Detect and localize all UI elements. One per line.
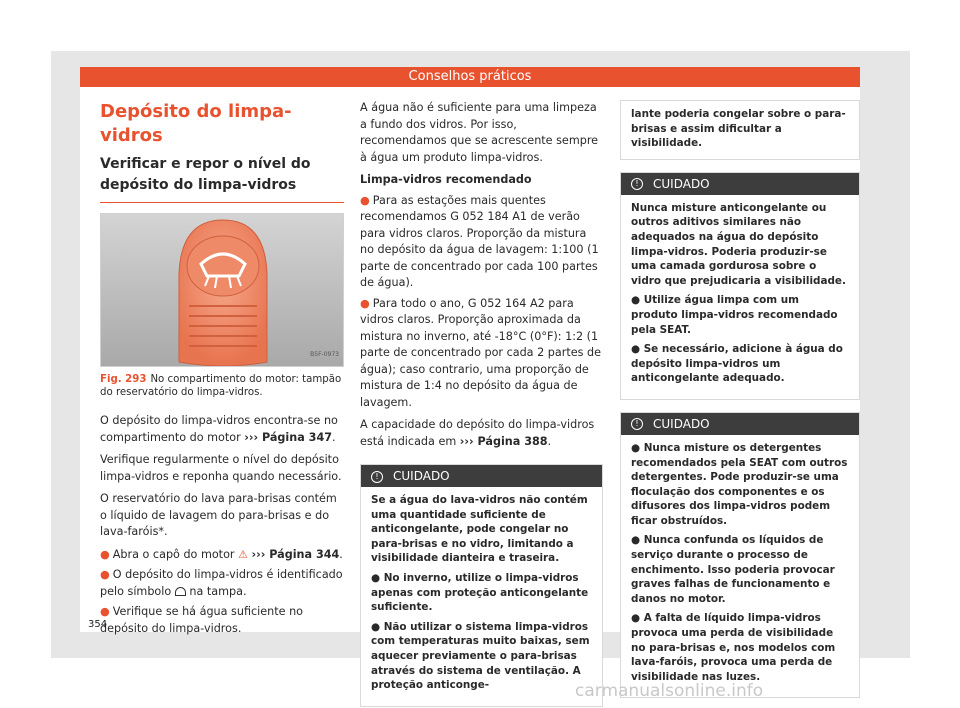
caution-item-text: Nunca misture os detergentes recomendados pela SEAT com outros detergentes. Pode produzir-se uma floculação dos componentes e os difusores dos limpa-vidros podem ficar obstruídos. — [631, 441, 848, 527]
caution-box — [620, 172, 860, 400]
list-item-text: na tampa. — [185, 584, 247, 598]
caution-item: ● A falta de líquido limpa-vidros provoca uma perda de visibilidade no para-brisas e, nos modelos com lava-faróis, provoca uma perda de visibilidade nas luzes. — [631, 612, 836, 683]
watermark: carmanualsonline.info — [575, 681, 764, 701]
caution-box — [360, 464, 603, 707]
list-item — [100, 604, 344, 637]
caution-text: Se a água do lava-vidros não contém uma quantidade suficiente de anticongelante, pode congelar no para-brisas e no vidro, limitando a visibilidade dianteira e traseira. — [371, 494, 588, 565]
caution-title: CUIDADO — [653, 176, 710, 191]
section-subtitle: Verificar e repor o nível do depósito do limpa-vidros — [100, 154, 344, 203]
column-3 — [620, 100, 860, 698]
caution-item-text: No inverno, utilize o limpa-vidros apenas com proteção anticongelante suficiente. — [371, 571, 589, 614]
caution-body: lante poderia congelar sobre o para-brisas e assim dificultar a visibilidade. — [631, 108, 846, 150]
column-1 — [100, 100, 344, 641]
figure-caption — [100, 373, 344, 399]
caution-item-text: A falta de líquido limpa-vidros provoca uma perda de visibilidade no para-brisas e, nos modelos com lava-faróis, provoca uma perda de visibilidade nas luzes. — [631, 612, 836, 683]
figure-caption-text: No compartimento do motor: tampão do reservatório do limpa-vidros. — [100, 374, 342, 398]
figure-reservoir-cap — [100, 213, 344, 367]
caution-item: ● Nunca confunda os líquidos de serviço durante o processo de enchimento. Isso poderia provocar graves falhas de funcionamento e danos no motor. — [631, 534, 835, 605]
paragraph: O reservatório do lava para-brisas contém o líquido de lavagem do para-brisas e do lava-faróis*. — [100, 492, 337, 538]
caution-box-continued — [620, 100, 860, 160]
bullet-icon: ● — [100, 605, 110, 618]
section-title: Depósito do limpa-vidros — [100, 101, 292, 146]
caution-header — [621, 173, 859, 195]
warning-triangle-icon: ⚠ — [238, 547, 248, 561]
page-link[interactable]: ››› Página 347 — [244, 430, 333, 444]
page-number: 354 — [88, 619, 108, 630]
list-item-text: Verifique se há água suficiente no depósito do limpa-vidros. — [100, 605, 304, 635]
paragraph-text: A capacidade do depósito do limpa-vidros está indicada em — [360, 418, 595, 448]
caution-item: ● Utilize água limpa com um produto limpa-vidros recomendado pela SEAT. — [631, 294, 838, 336]
paragraph-text: O depósito do limpa-vidros encontra-se no compartimento do motor — [100, 414, 338, 444]
list-item — [100, 567, 344, 600]
caution-item-text: Utilize água limpa com um produto limpa-vidros recomendado pela SEAT. — [631, 294, 838, 336]
info-circle-icon: ! — [631, 418, 643, 430]
punctuation: . — [547, 434, 552, 448]
list-item-text: Para as estações mais quentes recomendamos G 052 184 A1 de verão para vidros claros. Proporção da mistura no depósito da água de lavagem: 1:100 (1 parte de concentrado por cada 100 partes de água). — [360, 193, 599, 289]
caution-header — [361, 465, 602, 487]
caution-body — [621, 195, 859, 399]
caution-body — [621, 435, 859, 698]
caution-text: Nunca misture anticongelante ou outros aditivos similares não adequados na água do depósito limpa-vidros. Poderia produzir-se uma camada gordurosa sobre o vidro que prejudicaria a visibilidade. — [631, 201, 846, 287]
figure-code: B5F-0973 — [310, 350, 339, 358]
paragraph — [100, 413, 344, 446]
caution-item-text: Nunca confunda os líquidos de serviço durante o processo de enchimento. Isso poderia provocar graves falhas de funcionamento e danos no motor. — [631, 534, 835, 605]
washer-symbol-icon — [175, 587, 186, 596]
bullet-icon: ● — [360, 193, 370, 207]
paragraph: Verifique regularmente o nível do depósito limpa-vidros e reponha quando necessário. — [100, 453, 342, 483]
caution-item-text: Se necessário, adicione à água do depósito limpa-vidros um anticongelante adequado. — [631, 343, 843, 385]
caution-item-text: Não utilizar o sistema limpa-vidros com temperaturas muito baixas, sem aquecer previamente o para-brisas através do sistema de ventilação. A proteção anticonge- — [371, 620, 590, 692]
page-link[interactable]: ››› Página 344 — [251, 547, 340, 561]
caution-item: ● Se necessário, adicione à água do depósito limpa-vidros um anticongelante adequado. — [631, 343, 843, 385]
paragraph — [360, 417, 603, 450]
list-item — [360, 193, 603, 292]
list-item — [360, 296, 603, 412]
page-link[interactable]: ››› Página 388 — [459, 434, 548, 448]
caution-item: ● Nunca misture os detergentes recomendados pela SEAT com outros detergentes. Pode produzir-se uma floculação dos componentes e os difusores dos limpa-vidros podem ficar obstruídos. — [631, 441, 848, 527]
paragraph: A água não é suficiente para uma limpeza a fundo dos vidros. Por isso, recomendamos que se acrescente sempre à água um produto limpa-vidros. — [360, 101, 599, 164]
reservoir-cap-illustration — [101, 214, 344, 367]
column-2 — [360, 100, 603, 707]
subheading: Limpa-vidros recomendado — [360, 173, 532, 186]
caution-header — [621, 413, 859, 435]
caution-title: CUIDADO — [653, 416, 710, 431]
bullet-icon: ● — [100, 568, 110, 581]
list-item — [100, 547, 344, 564]
caution-body — [361, 487, 602, 706]
punctuation: . — [332, 430, 336, 444]
caution-title: CUIDADO — [393, 469, 450, 483]
caution-item: ● No inverno, utilize o limpa-vidros apenas com proteção anticongelante suficiente. — [371, 571, 589, 614]
list-item-text: Para todo o ano, G 052 164 A2 para vidros claros. Proporção aproximada da mistura no inverno, até -18°C (0°F): 1:2 (1 parte de concentrado por cada 2 partes de água); caso contrario, uma proporção de mistura de 1:4 no depósito da água de lavagem. — [360, 296, 601, 409]
section-banner: Conselhos práticos — [80, 67, 860, 87]
info-circle-icon: ! — [631, 178, 643, 190]
list-item-text: Abra o capô do motor — [112, 547, 239, 561]
list-item-text: O depósito do limpa-vidros é identificado pelo símbolo — [100, 568, 343, 598]
punctuation: . — [339, 547, 343, 561]
caution-item: ● Não utilizar o sistema limpa-vidros com temperaturas muito baixas, sem aquecer previamente o para-brisas através do sistema de ventilação. A proteção anticonge- — [371, 620, 590, 692]
info-circle-icon: ! — [371, 471, 383, 483]
figure-number: Fig. 293 — [100, 374, 147, 385]
bullet-icon: ● — [100, 547, 110, 561]
caution-box — [620, 412, 860, 699]
bullet-icon: ● — [360, 296, 370, 310]
